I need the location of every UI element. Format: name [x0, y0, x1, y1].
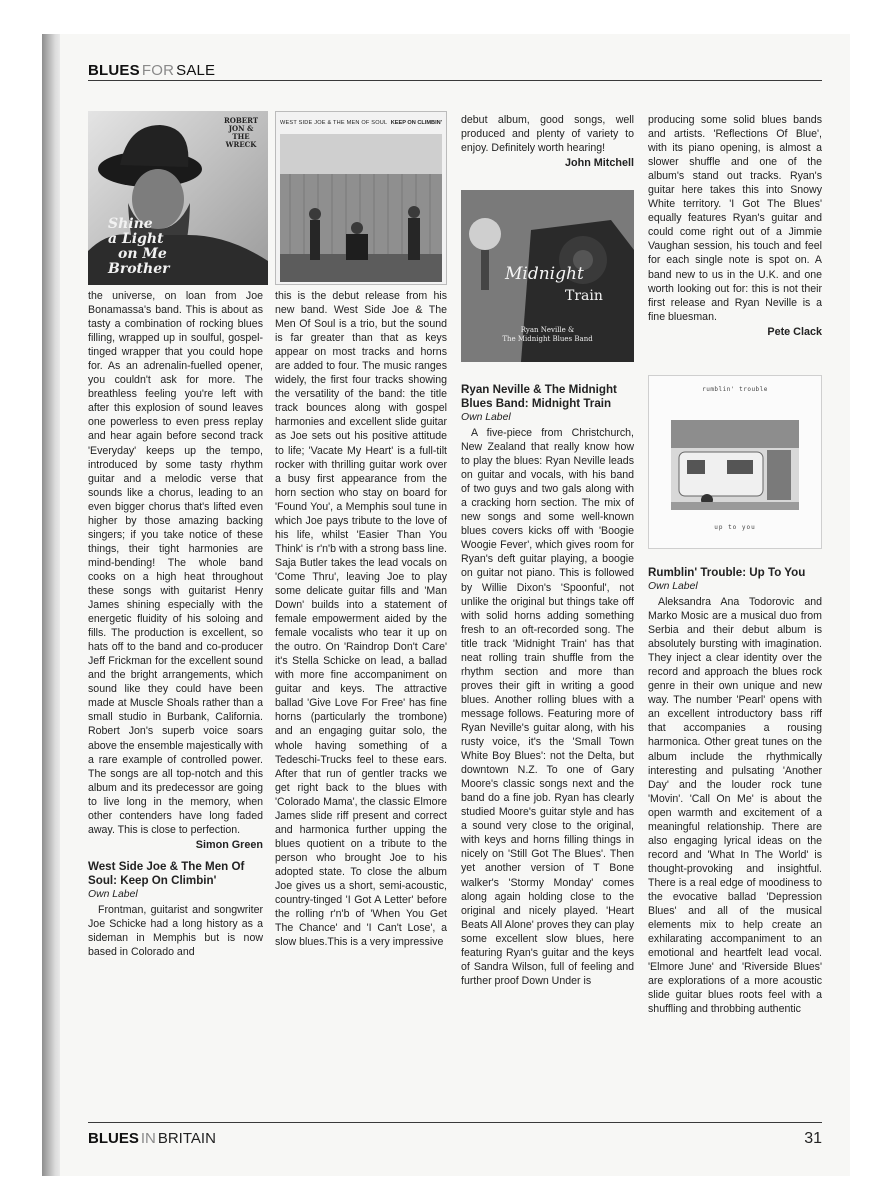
- review-title: West Side Joe & The Men Of Soul: Keep On Climbin': [88, 859, 245, 887]
- review-body-paragraph: A five-piece from Christchurch, New Zealand that really know how to play the blues: Ryan Neville leads on guitar and vocals, with his band of two guys and two gals along with a cracking horn section. The mix of new songs and some well-known blues covers kicks off with 'Boogie Woogie Fever', which gives room for Ryan's deft guitar playing, a boogie on guitar not piano. This is followed by Willie Dixon's 'Spoonful', not unlike the original but things take off with solid horns adding something fresh to an oft-recorded song. The title track 'Midnight Train' has that neat rolling train shuffle from the rhythm section and more than proves their gift in writing a good blues. Another rolling blues with a message follows. Featuring more of Ryan Neville's guitar along, with his rusty voice, it's the 'Small Town White Boy Blues': not the Delta, but downtown N.Z. To one of Gary Moore's classic songs next and the band do a fine job. Ryan has clearly studied Moore's guitar style and has a sound very close to the original, with keys and horns filling things in nicely on 'Still Got The Blues'. Then yet another version of T Bone walker's 'Stormy Monday' comes along again holding close to the original and nicely played. 'Heart Beats All Alone' proves they can play some excellent slow blues, here featuring Ryan's guitar and the keys of Sandra Wilson, full of feeling and further proof Down Under is: [461, 427, 634, 987]
- album-cover-midnight-train: [461, 190, 634, 362]
- column-2: [275, 289, 447, 949]
- header-word-blues: BLUES: [88, 62, 140, 79]
- cover-band-logo: ROBERT JON & THE WRECK: [223, 116, 259, 149]
- footer-word-in: IN: [140, 1130, 156, 1147]
- column-3-bottom: [461, 383, 634, 988]
- reviewer-signature: John Mitchell: [565, 157, 634, 170]
- column-3-top: [461, 113, 634, 178]
- cover-artist-line: Ryan Neville &: [520, 326, 575, 334]
- record-label: Own Label: [461, 412, 511, 423]
- footer-word-britain: BRITAIN: [157, 1130, 216, 1147]
- cover-title-line: a Light: [108, 231, 164, 247]
- review-body-paragraph: debut album, good songs, well produced and plenty of variety to enjoy. Definitely worth hearing!: [461, 114, 634, 155]
- magazine-footer-title: [88, 1130, 216, 1147]
- page-number: 31: [804, 1130, 822, 1147]
- cover-artist-line: The Midnight Blues Band: [502, 335, 593, 343]
- cover-band-name: WEST SIDE JOE & THE MEN OF SOUL: [280, 120, 388, 126]
- album-cover-keep-on-climbin: [275, 111, 447, 285]
- cover-album-title: KEEP ON CLIMBIN': [390, 120, 442, 126]
- column-1: [88, 289, 263, 959]
- header-word-for: FOR: [141, 62, 175, 79]
- cover-artist: [461, 326, 634, 344]
- column-4-bottom: [648, 566, 822, 1016]
- scan-margin-left: [0, 0, 42, 1200]
- section-header: [88, 62, 215, 79]
- cover-title: [108, 217, 169, 277]
- footer-rule: [88, 1122, 822, 1123]
- review-title: Rumblin' Trouble: Up To You: [648, 566, 806, 579]
- cover-album-title: up to you: [714, 524, 756, 531]
- record-label: Own Label: [648, 581, 698, 592]
- reviewer-signature: Pete Clack: [767, 325, 822, 338]
- review-body-paragraph: Frontman, guitarist and songwriter Joe Schicke had a long history as a sideman in Memphis but is now based in Colorado and: [88, 903, 263, 959]
- cover-title-line: Shine: [108, 216, 153, 232]
- review-body-paragraph: this is the debut release from his new band. West Side Joe & The Men Of Soul is a trio, but the sound is far greater than that as keys appear on most tracks and horns are added to four. The music ranges widely, the first four tracks showing the versatility of the band: the title track bounces along with gospel harmonies and excellent slide guitar as Joe sets out his positive attitude to life; 'Vacate My Heart' is a full-tilt rocker with thrilling guitar work over a busy first appearance from the horn section who stay on board for 'Found You', a Memphis soul tune in which Joe pays tribute to the love of his life, whilst 'Easier Than You Think' is r'n'b with a strong bass line. Saja Butler takes the lead vocals on 'Come Thru', leaving Joe to play some delicate guitar fills and 'Man Down' builds into a statement of female empowerment aided by the female vocalists who tear it up on the outro. On 'Raindrop Don't Care' it's Stella Schicke on lead, a ballad with more fine accompaniment on guitar and keys. The attractive ballad 'Give Love For Free' has fine horns (particularly the trombone) and an engaging guitar solo, the whole having something of a Tedeschi-Trucks feel to these ears. After that run of gentler tracks we get right back to the blues with 'Colorado Mama', the classic Elmore James slide riff present and correct and harmonica further upping the blues quotient on a tribute to the person who brought Joe to his adopted state. To close the album Joe gives us a short, semi-acoustic, country-tinged 'I Got A Letter' before the rolling r'n'b of 'When You Get The Chance' and 'I Can't Lose', a slow blues.This is a very impressive: [275, 290, 447, 949]
- review-title: Ryan Neville & The Midnight Blues Band: Midnight Train: [461, 383, 617, 410]
- column-4-top: [648, 113, 822, 347]
- album-cover-up-to-you: [648, 375, 822, 549]
- cover-art-trio-photo: [280, 134, 442, 282]
- cover-band-name: rumblin' trouble: [702, 386, 768, 393]
- cover-title: Train: [565, 288, 603, 304]
- cover-script-title: Midnight: [505, 264, 584, 284]
- cover-title-line: Brother: [108, 261, 170, 277]
- header-rule: [88, 80, 822, 81]
- header-word-sale: SALE: [176, 62, 216, 79]
- review-body-paragraph: producing some solid blues bands and artists. 'Reflections Of Blue', with its piano opening, is almost a slower shuffle and one of the album's stand out tracks. Ryan's guitar here takes this into Snowy White territory. 'I Got The Blues' equally features Ryan's guitar and could come right out of a Jimmie Vaughan session, his touch and feel for each single note is spot on. A band new to us in the U.K. and one worth looking out for: this is not their first release and Ryan Neville is a fine bluesman.: [648, 114, 822, 323]
- record-label: Own Label: [88, 888, 138, 900]
- footer-word-blues: BLUES: [88, 1130, 139, 1147]
- reviewer-signature: Simon Green: [195, 838, 263, 851]
- cover-art-caravan: [671, 420, 799, 510]
- scan-margin-top: [0, 0, 889, 34]
- scan-margin-bottom: [0, 1176, 889, 1200]
- review-body-paragraph: Aleksandra Ana Todorovic and Marko Mosic are a musical duo from Serbia and their debut album is absolutely bursting with imagination. They inject a clear identity over the record and approach the blues rock genre in their own unique and new way. The number 'Pearl' opens with an excellent introductory bass riff that accompanies a rousing harmonica. Other great tunes on the album include the rhythmically interesting and pulsating 'Another Day' and the louder rock tune 'Movin'. 'Call On Me' is about the open warmth and excitement of a meaningful relationship. There are also engaging lyrical ideas on the record and 'What In The World' is thought-provoking and insightful. There is a real edge of moodiness to the evocative ballad 'Depression Blues' and all of the musical elements mix to help create an exhilarating accompaniment to an emotional and heartfelt lead vocal. 'Elmore June' and 'Riverside Blues' are explorations of a more acoustic slide guitar blues roots feel with a shuffling and throbbing authentic: [648, 596, 822, 1016]
- review-body-paragraph: the universe, on loan from Joe Bonamassa's band. This is about as tasty a combination of rocking blues filling, wrapped up in soulful, gospel-tinged wrapper that you could hope for. As an adrenalin-fuelled opener, you couldn't ask for more. The breathless feeling you're left with after this explosion of sound leaves one powerless to even press replay and hear again before second track 'Everyday' keeps up the tempo, introduced by some tasty rhythm guitar and a melodic verse that sounds like a chorus, leading to an even bigger chorus that's lifted even higher by those amazing backing singers; if you take notice of these things, their tight harmonies are mind-bending! The whole band cooks on a high heat throughout these songs with guitarist Henry James shining especially with the energetic fluidity of his soloing and fills. The production is excellent, so hats off to the band and co-producer Jeff Frickman for the excellent sound and the bright arrangements, which sound like they could have been made at Muscle Shoals rather than a small studio in Burbank, California. Robert Jon's superb voice soars above the ensemble majestically with a rare example of controlled power. The songs are all top-notch and this album and its predecessor are going to live long in the memory, when other contenders have long faded away. This is close to perfection.: [88, 290, 263, 836]
- cover-title-line: on Me: [118, 246, 167, 262]
- album-cover-shine-a-light: [88, 111, 268, 285]
